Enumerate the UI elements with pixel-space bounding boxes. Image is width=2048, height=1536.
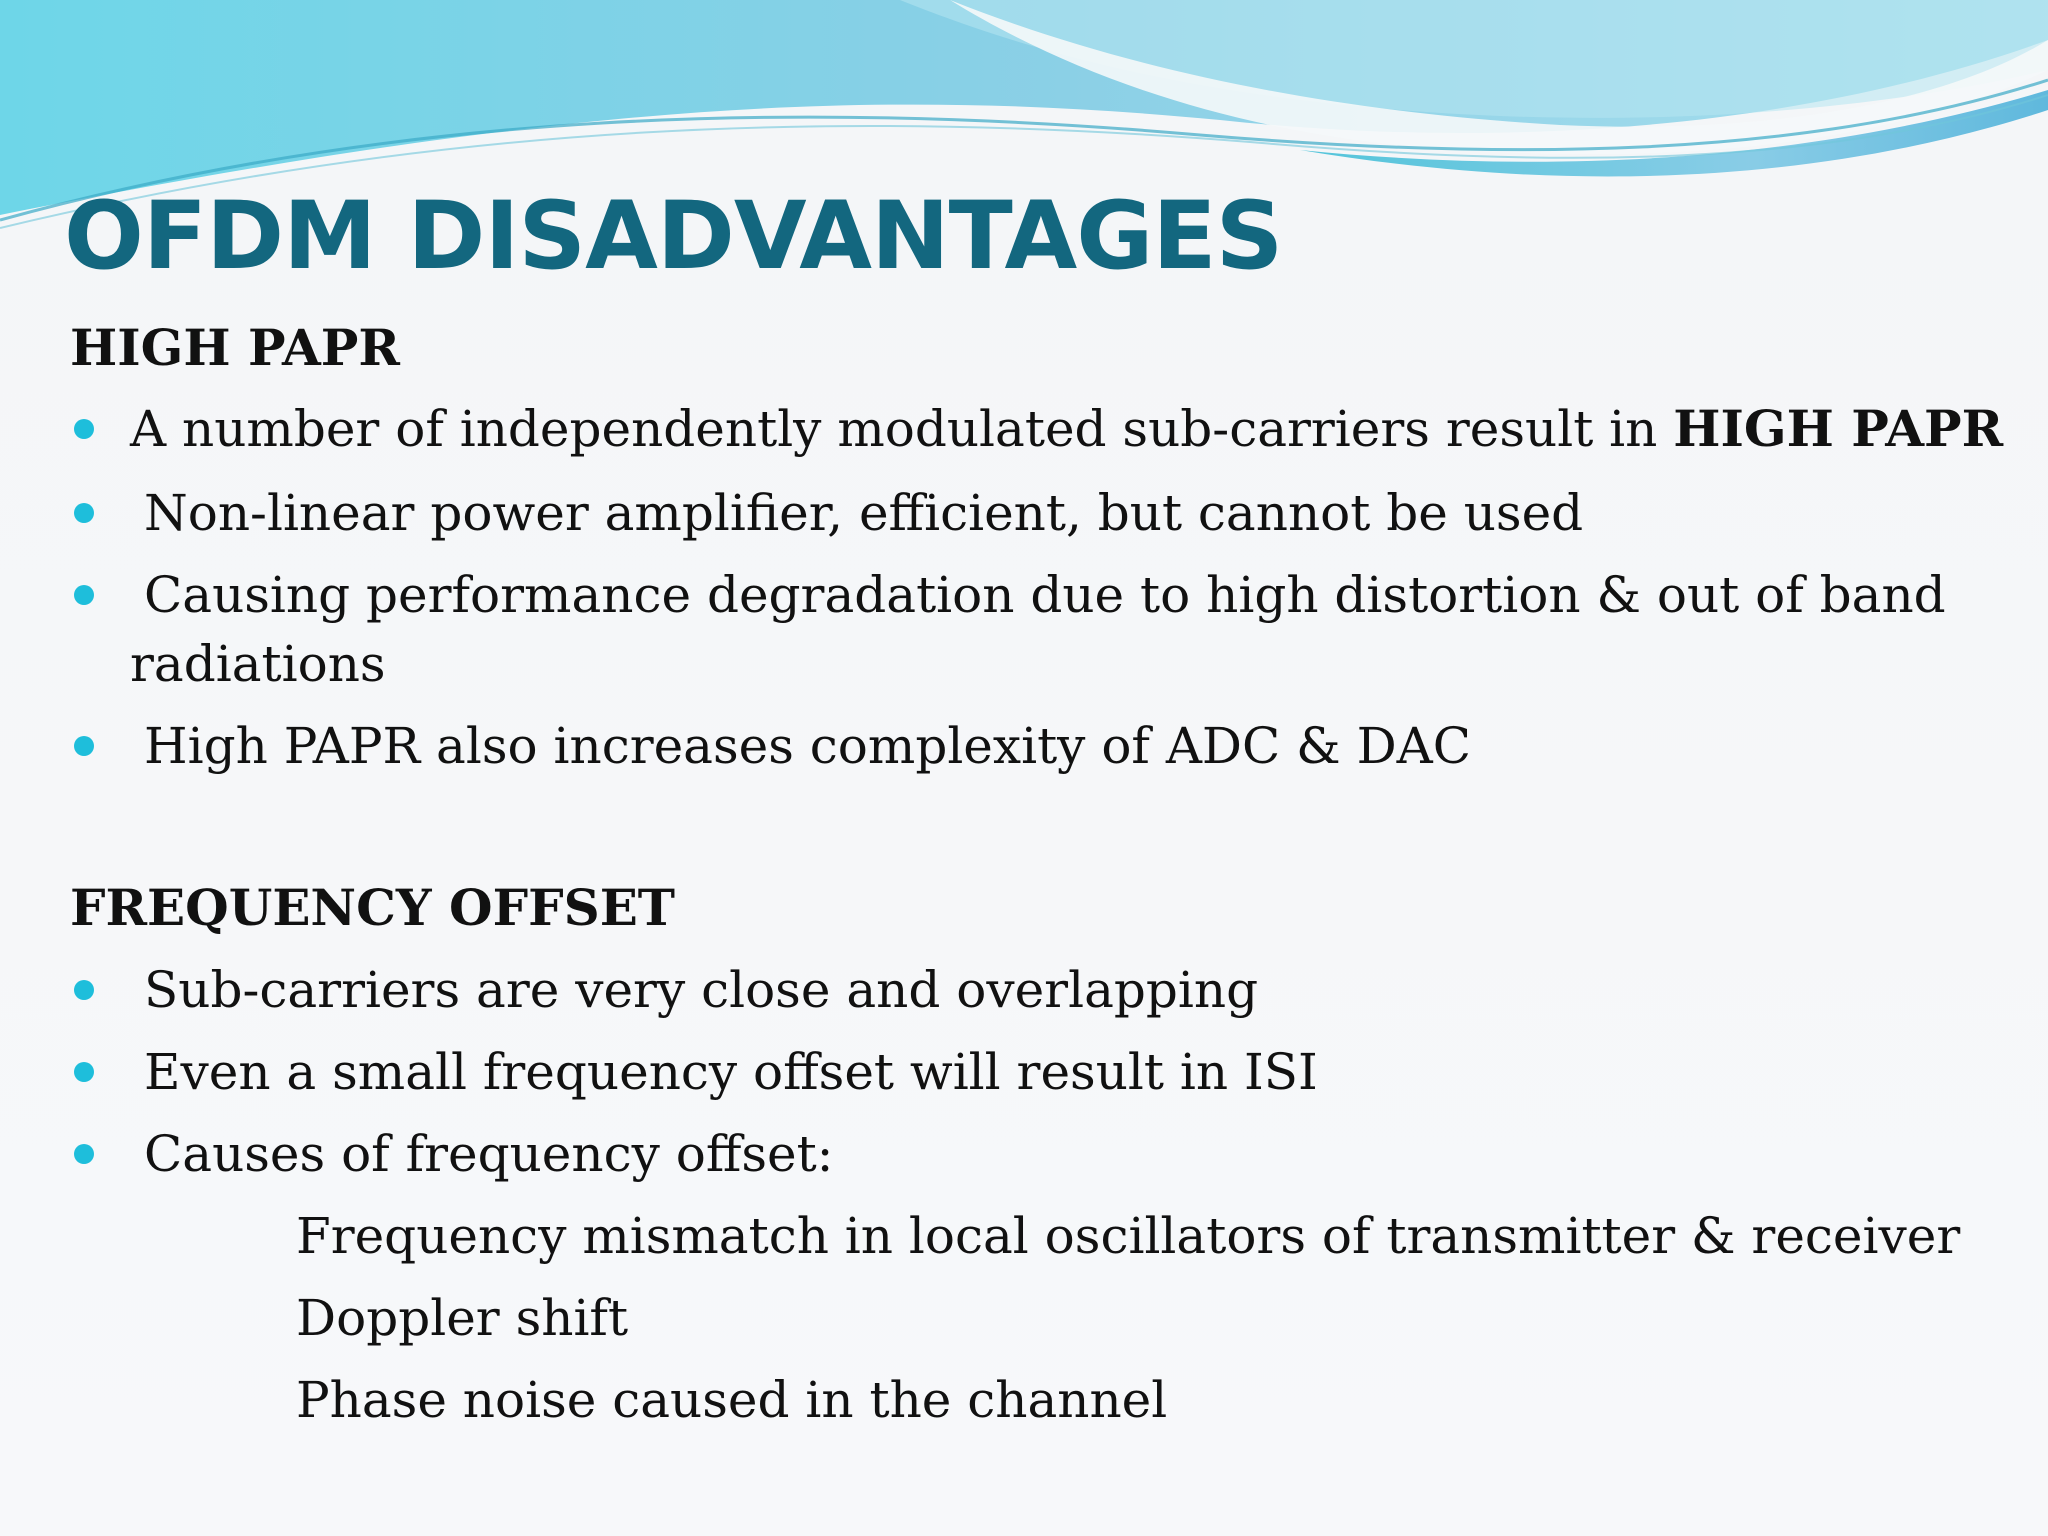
bullet-papr-4: High PAPR also increases complexity of ADC & DAC: [144, 717, 1472, 775]
bullet-papr-1: [130, 395, 2003, 463]
bullet-papr-2: Non-linear power amplifier, efficient, but cannot be used: [144, 484, 1584, 542]
bullet-dot-icon: [74, 585, 94, 605]
bullet-dot-icon: [74, 419, 94, 439]
cause-item-3: Phase noise caused in the channel: [296, 1371, 1168, 1429]
bullet-dot-icon: [74, 736, 94, 756]
bullet-papr-1-bold: HIGH PAPR: [1673, 399, 2004, 458]
cause-item-1: Frequency mismatch in local oscillators of transmitter & receiver: [296, 1207, 1961, 1265]
bullet-dot-icon: [74, 1062, 94, 1082]
bullet-papr-1-text: A number of independently modulated sub-carriers result in: [130, 400, 1674, 458]
bullet-offset-2: Even a small frequency offset will result in ISI: [144, 1043, 1318, 1101]
bullet-offset-1: Sub-carriers are very close and overlapping: [144, 961, 1259, 1019]
bullet-dot-icon: [74, 980, 94, 1000]
bullet-papr-3: Causing performance degradation due to high distortion & out of band: [144, 566, 1946, 624]
section-heading-frequency-offset: FREQUENCY OFFSET: [70, 878, 676, 937]
slide-title: OFDM DISADVANTAGES: [64, 182, 1283, 291]
bullet-dot-icon: [74, 503, 94, 523]
bullet-papr-3-continuation: radiations: [130, 635, 386, 693]
section-heading-high-papr: HIGH PAPR: [70, 318, 400, 377]
bullet-offset-3: Causes of frequency offset:: [144, 1125, 834, 1183]
bullet-dot-icon: [74, 1144, 94, 1164]
cause-item-2: Doppler shift: [296, 1289, 629, 1347]
